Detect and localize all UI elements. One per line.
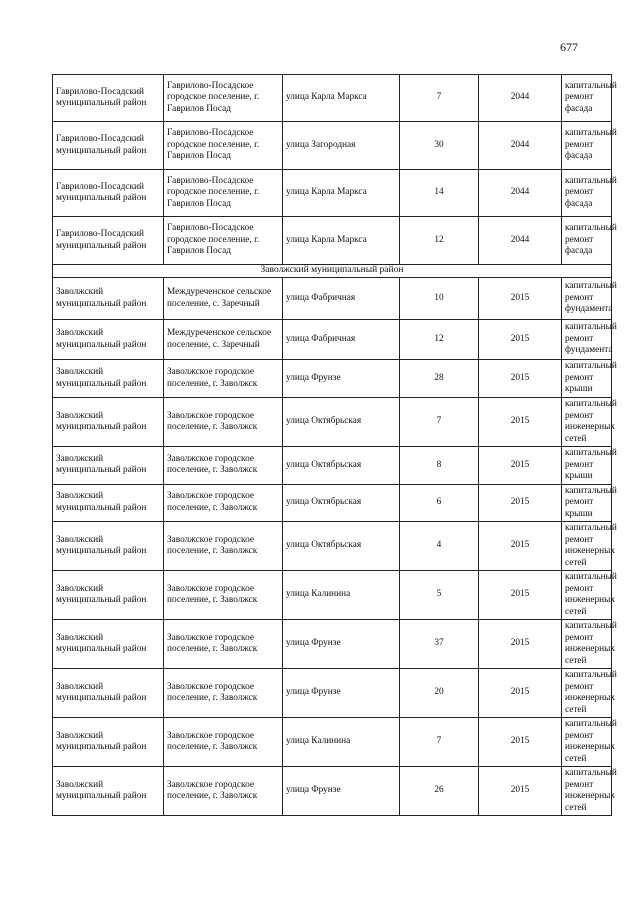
year-cell: 2015 [479,278,562,320]
group-header-row [53,265,612,278]
settlement-cell: Заволжское городское поселение, г. Заволжск [164,620,283,669]
work-type-cell: капитальный ремонт крыши [562,447,612,485]
settlement-cell: Междуреченское сельское поселение, с. Заречный [164,320,283,360]
street-cell: улица Загородная [283,122,400,170]
district-cell: Заволжский муниципальный район [53,360,164,398]
work-type-cell: капитальный ремонт инженерных сетей [562,669,612,718]
year-cell: 2015 [479,484,562,522]
house-number-cell: 7 [400,398,479,447]
street-cell: улица Калинина [283,718,400,767]
work-type-cell: капитальный ремонт фасада [562,122,612,170]
district-cell: Заволжский муниципальный район [53,669,164,718]
district-cell: Гаврилово-Посадский муниципальный район [53,75,164,122]
district-cell: Заволжский муниципальный район [53,447,164,485]
table-row [53,320,612,360]
house-number-cell: 6 [400,484,479,522]
settlement-cell: Заволжское городское поселение, г. Заволжск [164,447,283,485]
year-cell: 2044 [479,122,562,170]
group-header-cell: Заволжский муниципальный район [53,265,612,278]
house-number-cell: 37 [400,620,479,669]
street-cell: улица Октябрьская [283,484,400,522]
street-cell: улица Октябрьская [283,447,400,485]
street-cell: улица Фрунзе [283,669,400,718]
work-type-cell: капитальный ремонт фасада [562,217,612,265]
street-cell: улица Фрунзе [283,767,400,816]
settlement-cell: Заволжское городское поселение, г. Заволжск [164,522,283,571]
work-type-cell: капитальный ремонт фасада [562,75,612,122]
work-type-cell: капитальный ремонт фасада [562,170,612,217]
district-cell: Заволжский муниципальный район [53,398,164,447]
table-row [53,620,612,669]
year-cell: 2015 [479,620,562,669]
table-row [53,767,612,816]
street-cell: улица Калинина [283,571,400,620]
year-cell: 2015 [479,767,562,816]
house-number-cell: 7 [400,75,479,122]
settlement-cell: Гаврилово-Посадское городское поселение, г. Гаврилов Посад [164,217,283,265]
district-cell: Заволжский муниципальный район [53,571,164,620]
year-cell: 2044 [479,170,562,217]
work-type-cell: капитальный ремонт инженерных сетей [562,398,612,447]
work-type-cell: капитальный ремонт крыши [562,360,612,398]
district-cell: Гаврилово-Посадский муниципальный район [53,217,164,265]
table-row [53,484,612,522]
district-cell: Заволжский муниципальный район [53,522,164,571]
year-cell: 2015 [479,522,562,571]
house-number-cell: 8 [400,447,479,485]
street-cell: улица Карла Маркса [283,217,400,265]
house-number-cell: 30 [400,122,479,170]
year-cell: 2015 [479,320,562,360]
house-number-cell: 4 [400,522,479,571]
street-cell: улица Октябрьская [283,522,400,571]
year-cell: 2015 [479,398,562,447]
year-cell: 2015 [479,571,562,620]
year-cell: 2015 [479,447,562,485]
settlement-cell: Заволжское городское поселение, г. Заволжск [164,398,283,447]
house-number-cell: 28 [400,360,479,398]
district-cell: Заволжский муниципальный район [53,620,164,669]
house-number-cell: 26 [400,767,479,816]
house-number-cell: 12 [400,217,479,265]
district-cell: Заволжский муниципальный район [53,767,164,816]
street-cell: улица Фрунзе [283,360,400,398]
district-cell: Гаврилово-Посадский муниципальный район [53,170,164,217]
street-cell: улица Фрунзе [283,620,400,669]
district-cell: Гаврилово-Посадский муниципальный район [53,122,164,170]
year-cell: 2015 [479,669,562,718]
street-cell: улица Карла Маркса [283,75,400,122]
table-row [53,398,612,447]
year-cell: 2044 [479,75,562,122]
district-cell: Заволжский муниципальный район [53,484,164,522]
table-row [53,669,612,718]
work-type-cell: капитальный ремонт фундамента [562,278,612,320]
house-number-cell: 7 [400,718,479,767]
table-row [53,360,612,398]
settlement-cell: Гаврилово-Посадское городское поселение, г. Гаврилов Посад [164,75,283,122]
street-cell: улица Фабричная [283,320,400,360]
work-type-cell: капитальный ремонт инженерных сетей [562,571,612,620]
settlement-cell: Междуреченское сельское поселение, с. Заречный [164,278,283,320]
settlement-cell: Заволжское городское поселение, г. Заволжск [164,360,283,398]
street-cell: улица Фабричная [283,278,400,320]
house-number-cell: 5 [400,571,479,620]
work-type-cell: капитальный ремонт крыши [562,484,612,522]
district-cell: Заволжский муниципальный район [53,718,164,767]
settlement-cell: Гаврилово-Посадское городское поселение, г. Гаврилов Посад [164,122,283,170]
street-cell: улица Октябрьская [283,398,400,447]
year-cell: 2044 [479,217,562,265]
year-cell: 2015 [479,360,562,398]
work-type-cell: капитальный ремонт инженерных сетей [562,620,612,669]
table-row [53,75,612,122]
street-cell: улица Карла Маркса [283,170,400,217]
house-number-cell: 12 [400,320,479,360]
table-row [53,571,612,620]
table-row [53,170,612,217]
district-cell: Заволжский муниципальный район [53,278,164,320]
settlement-cell: Заволжское городское поселение, г. Заволжск [164,669,283,718]
house-number-cell: 10 [400,278,479,320]
table-row [53,278,612,320]
house-number-cell: 14 [400,170,479,217]
table-row [53,522,612,571]
table-row [53,122,612,170]
settlement-cell: Заволжское городское поселение, г. Заволжск [164,571,283,620]
settlement-cell: Заволжское городское поселение, г. Заволжск [164,767,283,816]
table-row [53,217,612,265]
page-number: 677 [560,40,578,54]
work-type-cell: капитальный ремонт инженерных сетей [562,767,612,816]
work-type-cell: капитальный ремонт инженерных сетей [562,718,612,767]
house-number-cell: 20 [400,669,479,718]
district-cell: Заволжский муниципальный район [53,320,164,360]
work-type-cell: капитальный ремонт инженерных сетей [562,522,612,571]
table-body [53,75,617,816]
year-cell: 2015 [479,718,562,767]
settlement-cell: Заволжское городское поселение, г. Заволжск [164,718,283,767]
table-row [53,718,612,767]
repair-schedule-table [52,74,617,816]
work-type-cell: капитальный ремонт фундамента [562,320,612,360]
settlement-cell: Заволжское городское поселение, г. Заволжск [164,484,283,522]
table-row [53,447,612,485]
settlement-cell: Гаврилово-Посадское городское поселение, г. Гаврилов Посад [164,170,283,217]
